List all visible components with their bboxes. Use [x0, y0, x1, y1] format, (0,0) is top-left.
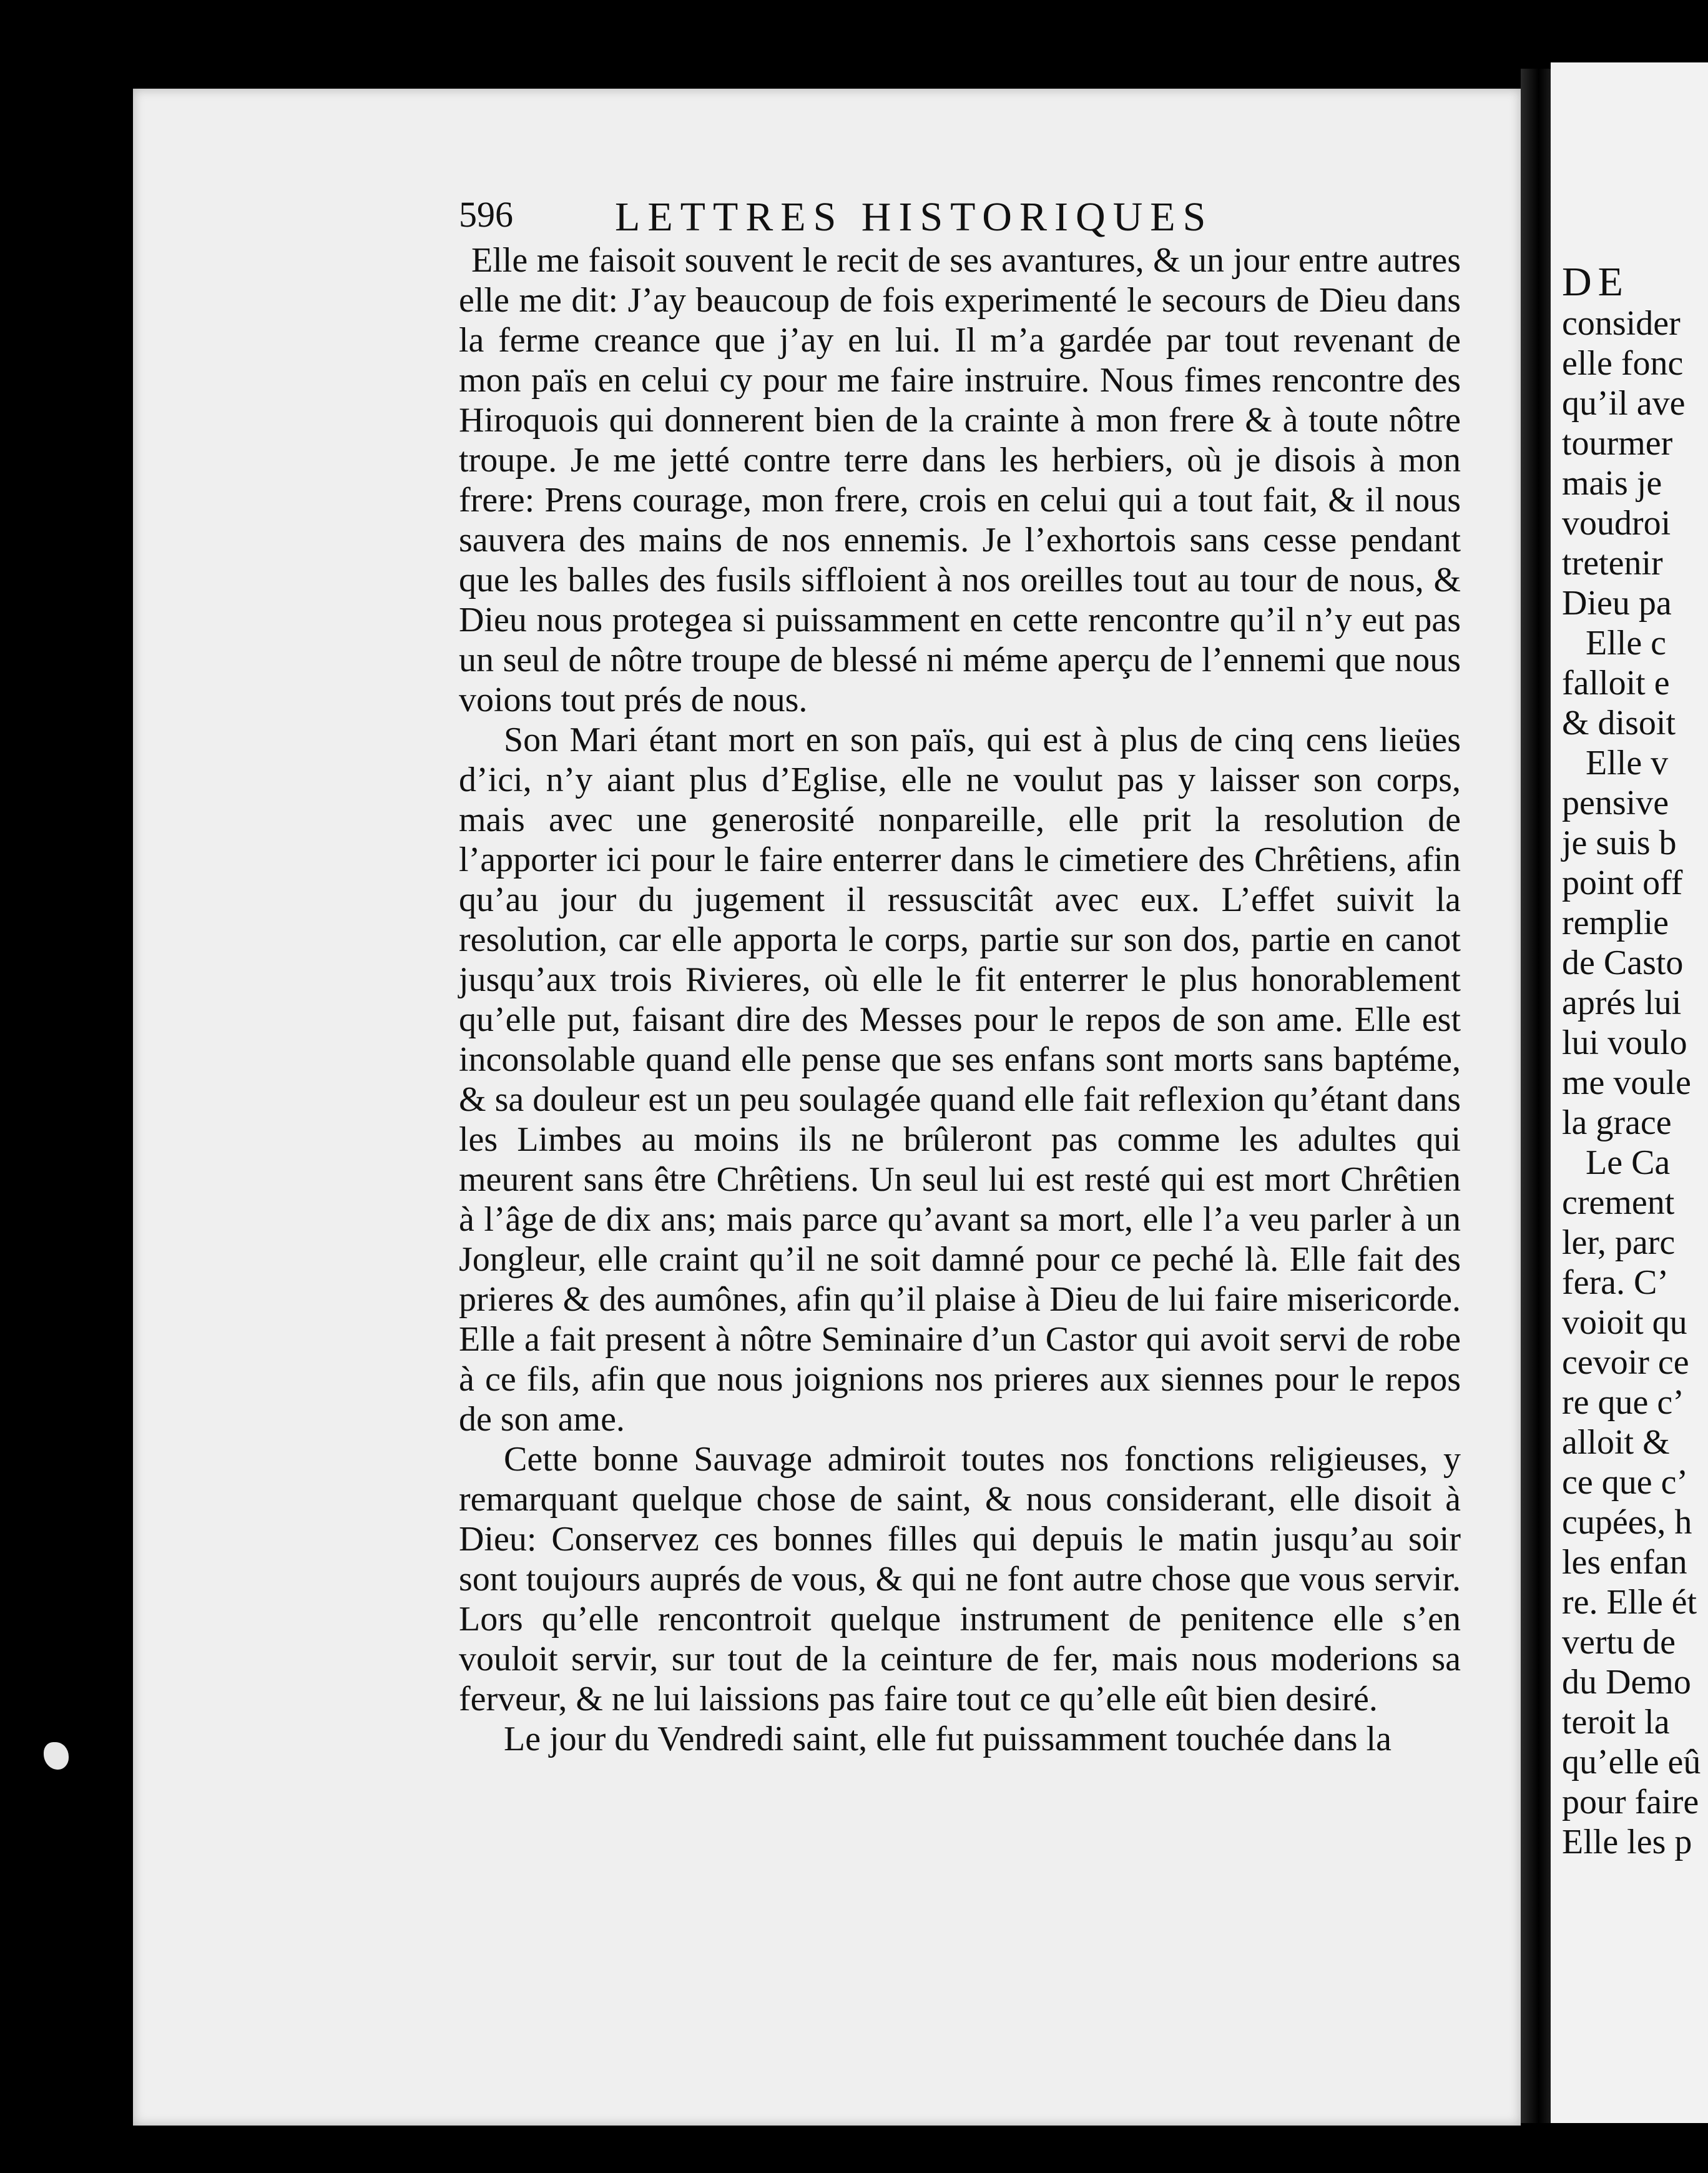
right-line: alloit &	[1562, 1423, 1670, 1462]
right-line: voudroi	[1562, 504, 1671, 543]
right-line: les enfan	[1562, 1543, 1687, 1582]
book-gutter	[1521, 69, 1551, 2123]
right-line: de Casto	[1562, 944, 1684, 982]
right-line: falloit e	[1562, 664, 1670, 702]
right-line: voioit qu	[1562, 1303, 1687, 1342]
right-line: vertu de	[1562, 1623, 1676, 1662]
paragraph: Elle me faisoit souvent le recit de ses avantures, & un jour entre autres elle me dit: J’ay beaucoup de fois experimenté le secours de Dieu dans la ferme creance que j’ay en lui. Il m’a gardée par tout revenant de mon païs en celui cy pour me faire instruire. Nous fimes rencontre des Hiroquois qui donnerent bien de la crainte à mon frere & à toute nôtre troupe. Je me jetté contre terre dans les herbiers, où je disois à mon frere: Prens courage, mon frere, crois en celui qui a tout fait, & il nous sauvera des mains de nos ennemis. Je l’exhortois sans cesse pendant que les balles des fusils siffloient à nos oreilles tout au tour de nous, & Dieu nous protegea si puissamment en cette rencontre qu’il n’y eut pas un seul de nôtre troupe de blessé ni méme aperçu de l’ennemi que nous voions tout prés de nous.	[459, 241, 1461, 719]
right-line: mais je	[1562, 464, 1662, 503]
right-line: Elle les p	[1562, 1823, 1692, 1861]
right-line: pour faire	[1562, 1783, 1699, 1821]
right-line: crement	[1562, 1183, 1675, 1222]
right-line: re. Elle ét	[1562, 1583, 1697, 1622]
right-line: aprés lui	[1562, 983, 1682, 1022]
right-line: pensive	[1562, 784, 1669, 822]
right-line: qu’elle eû	[1562, 1743, 1701, 1781]
paper-blemish	[44, 1742, 69, 1770]
page-number: 596	[459, 194, 513, 235]
right-line: re que c’	[1562, 1383, 1684, 1422]
right-line: Elle c	[1586, 624, 1667, 663]
right-line: lui voulo	[1562, 1023, 1687, 1062]
paragraph: Son Mari étant mort en son païs, qui est à plus de cinq cens lieües d’ici, n’y aiant plus d’Eglise, elle ne voulut pas y laisser son corps, mais avec une generosité nonpareille, elle prit la resolution de l’apporter ici pour le faire enterrer dans le cimetiere des Chrêtiens, afin qu’au jour du jugement il ressuscitât avec eux. L’effet suivit la resolution, car elle apporta le corps, partie sur son dos, partie en canot jusqu’aux trois Rivieres, où elle le fit enterrer le plus honorablement qu’elle put, faisant dire des Messes pour le repos de son ame. Elle est inconsolable quand elle pense que ses enfans sont morts sans baptéme, & sa douleur est un peu soulagée quand elle fait reflexion qu’étant dans les Limbes au moins ils ne brûleront pas comme les adultes qui meurent sans être Chrêtiens. Un seul lui est resté qui est mort Chrêtien à l’âge de dix ans; mais parce qu’avant sa mort, elle l’a veu parler à un Jongleur, elle craint qu’il ne soit damné pour ce peché là. Elle fait des prieres & des aumônes, afin qu’il plaise à Dieu de lui faire misericorde. Elle a fait present à nôtre Seminaire d’un Castor qui avoit servi de robe à ce fils, afin que nous joignions nos prieres aux siennes pour le repos de son ame.	[459, 721, 1461, 1439]
right-line: qu’il ave	[1562, 384, 1686, 423]
right-line: tourmer	[1562, 424, 1673, 463]
right-line: Dieu pa	[1562, 584, 1672, 623]
right-line: ce que c’	[1562, 1463, 1689, 1502]
paragraph: Le jour du Vendredi saint, elle fut puissamment touchée dans la	[504, 1720, 1391, 1758]
right-line: ler, parc	[1562, 1223, 1676, 1262]
right-line: Elle v	[1586, 744, 1669, 782]
right-line: cevoir ce	[1562, 1343, 1689, 1382]
right-line: fera. C’	[1562, 1263, 1669, 1302]
right-line: je suis b	[1562, 824, 1677, 862]
right-line: teroit la	[1562, 1703, 1670, 1742]
right-page-text	[1562, 259, 1708, 1862]
running-head-title: LETTRES HISTORIQUES	[615, 194, 1214, 240]
right-line: tretenir	[1562, 544, 1663, 583]
right-line: & disoit	[1562, 704, 1676, 742]
right-line: Le Ca	[1586, 1143, 1671, 1182]
right-page	[1551, 62, 1708, 2123]
right-line: la grace	[1562, 1103, 1672, 1142]
right-line: point off	[1562, 864, 1683, 902]
right-line: consider	[1562, 304, 1681, 343]
right-line: me voule	[1562, 1063, 1691, 1102]
right-line: du Demo	[1562, 1663, 1691, 1702]
running-head	[459, 194, 1270, 244]
body-text	[459, 240, 1461, 1759]
right-line: elle fonc	[1562, 344, 1684, 383]
right-running-head: DE	[1562, 259, 1629, 305]
right-line: remplie	[1562, 904, 1669, 942]
paragraph: Cette bonne Sauvage admiroit toutes nos fonctions religieuses, y remarquant quelque chose de saint, & nous considerant, elle disoit à Dieu: Conservez ces bonnes filles qui depuis le matin jusqu’au soir sont toujours auprés de vous, & qui ne font autre chose que vous servir. Lors qu’elle rencontroit quelque instrument de penitence elle s’en vouloit servir, sur tout de la ceinture de fer, mais nous moderions sa ferveur, & ne lui laissions pas faire tout ce qu’elle eût bien desiré.	[459, 1440, 1461, 1718]
right-line: cupées, h	[1562, 1503, 1692, 1542]
